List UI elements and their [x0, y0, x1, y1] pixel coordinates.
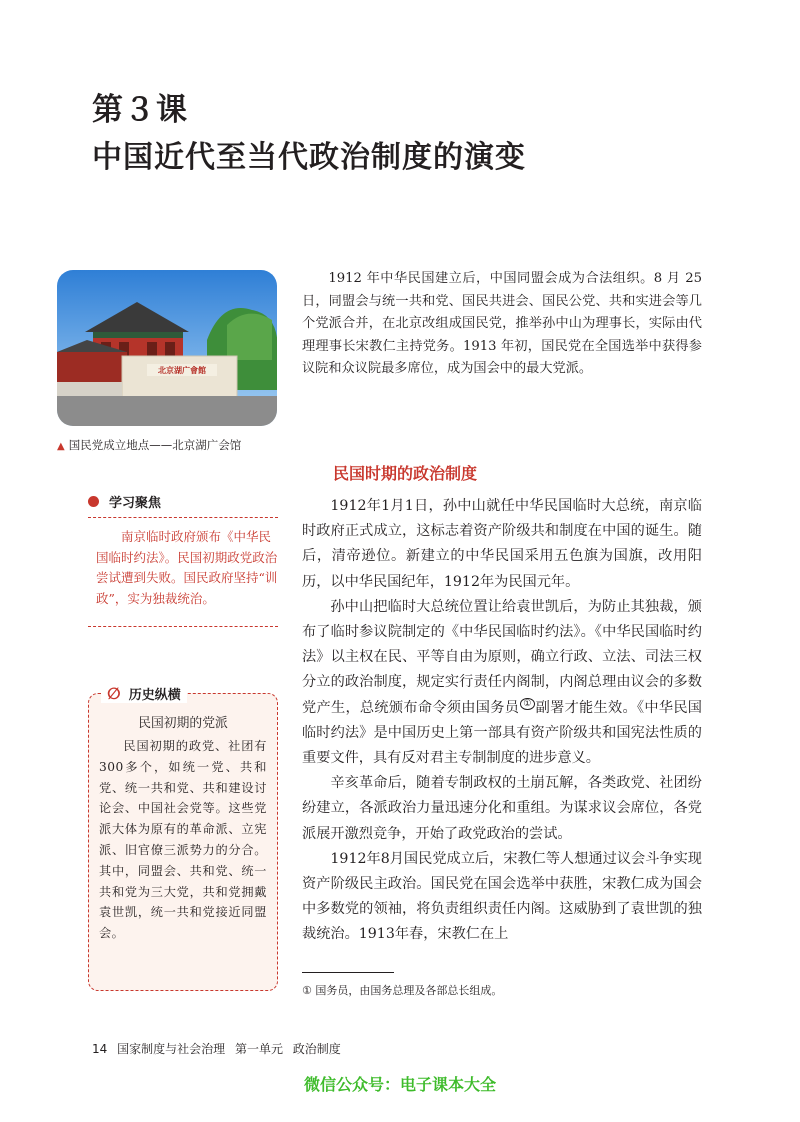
huguang-guild-hall-photo [57, 270, 277, 426]
main-paragraph-3: 辛亥革命后，随着专制政权的土崩瓦解，各类政党、社团纷纷建立，各派政治力量迅速分化和重组。为谋求议会席位，各党派展开激烈竞争，开始了政党政治的尝试。 [302, 775, 702, 842]
study-focus-heading: 学习聚焦 [109, 496, 162, 511]
study-focus-header [88, 492, 278, 511]
history-panorama-header [101, 684, 187, 703]
page-number: 14 [92, 1042, 108, 1056]
page-footer [92, 1040, 347, 1057]
history-text: 民国初期的政党、社团有300多个，如统一党、共和党、统一共和党、共和建设讨论会、中国社会党等。这些党派大体为原有的革命派、立宪派、旧官僚三派势力的分合。其中，同盟会、共和党、统一共和党为三大党，共和党拥戴袁世凯，统一共和党接近同盟会。 [99, 739, 267, 941]
footnote: ① 国务员，由国务总理及各部总长组成。 [302, 984, 503, 997]
intro-paragraph: 1912 年中华民国建立后，中国同盟会成为合法组织。8 月 25 日，同盟会与统一共和党、国民共进会、国民公党、共和实进会等几个党派合并，在北京改组成国民党，推举孙中山为理事长，实际由代理理事长宋教仁主持党务。1913 年初，国民党在全国选举中获得参议院和众议院最多席位，成为国会中的最大党派。 [302, 271, 702, 376]
history-panorama-box [88, 684, 278, 991]
study-focus-box [88, 492, 278, 627]
main-body [302, 494, 702, 948]
photo-sign-text: 北京湖广會館 [158, 366, 206, 375]
footnote-divider [302, 972, 394, 973]
history-subtitle: 民国初期的党派 [138, 716, 228, 731]
main-paragraph-2 [302, 595, 702, 771]
unit-title: 政治制度 [292, 1042, 341, 1056]
intro-text [302, 268, 702, 381]
lesson-number: 第３课 [92, 92, 188, 128]
main-paragraph-1: 1912年1月1日，孙中山就任中华民国临时大总统，南京临时政府正式成立，这标志着资产阶级共和制度在中国的诞生。随后，清帝逊位。新建立的中华民国采用五色旗为国旗，改用阳历，以中华民国纪年，1912年为民国元年。 [302, 498, 702, 590]
unit-label: 第一单元 [234, 1042, 283, 1056]
photo-caption-text: 国民党成立地点——北京湖广会馆 [68, 438, 242, 452]
bullet-dot-icon [88, 496, 99, 507]
triangle-icon: ▲ [57, 441, 65, 452]
history-icon: ∅ [107, 684, 121, 703]
section-heading: 民国时期的政治制度 [333, 464, 478, 483]
footnote-ref-marker: ① [520, 698, 534, 710]
main-paragraph-2-part-a: 孙中山把临时大总统位置让给袁世凯后，为防止其独裁，颁布了临时参议院制定的《中华民国临时约法》。《中华民国临时约法》以主权在民、平等自由为原则，确立行政、立法、司法三权分立的政治制度，规定实行责任内阁制，内阁总理由议会的多数党产生，总统颁布命令须由国务员 [302, 598, 702, 716]
photo-caption [57, 437, 241, 453]
lesson-title: 中国近代至当代政治制度的演变 [92, 140, 526, 175]
history-panorama-heading: 历史纵横 [128, 688, 181, 703]
main-paragraph-2-part-b: 副署才能生效。《中华民国临时约法》是中国历史上第一部具有资产阶级共和国宪法性质的重要文件，具有反对君主专制制度的进步意义。 [302, 699, 702, 767]
wechat-banner: 微信公众号：电子课本大全 [303, 1075, 496, 1094]
book-title: 国家制度与社会治理 [117, 1042, 226, 1056]
study-focus-text: 南京临时政府颁布《中华民国临时约法》。民国初期政党政治尝试遭到失败。国民政府坚持“训政”，实为独裁统治。 [96, 529, 278, 606]
main-paragraph-4: 1912年8月国民党成立后，宋教仁等人想通过议会斗争实现资产阶级民主政治。国民党在国会选举中获胜，宋教仁成为国会中多数党的领袖，将负责组织责任内阁。这威胁到了袁世凯的独裁统治。1913年春，宋教仁在上 [302, 850, 702, 943]
dashed-divider [88, 517, 278, 519]
